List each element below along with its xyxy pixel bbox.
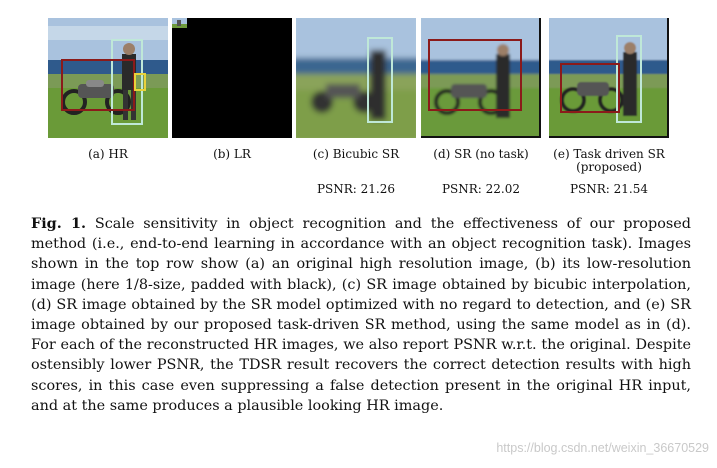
panel-lr-image <box>172 18 292 138</box>
figure-image-row <box>0 18 717 140</box>
panel-bicubic-sr-image <box>296 18 416 138</box>
figure-caption-label: Fig. 1. <box>31 215 87 232</box>
subcaption-task-driven-line1: (e) Task driven SR <box>553 147 665 161</box>
subcaption-row <box>0 148 717 184</box>
panel-hr-image <box>48 18 168 138</box>
panel-task-driven-sr-image <box>549 18 669 138</box>
subcaption-task-driven-line2: (proposed) <box>576 160 642 174</box>
subcaption-lr: (b) LR <box>213 147 251 161</box>
watermark: https://blog.csdn.net/weixin_36670529 <box>496 441 709 455</box>
psnr-sr-no-task: PSNR: 22.02 <box>441 182 521 196</box>
psnr-bicubic: PSNR: 21.26 <box>316 182 396 196</box>
subcaption-task-driven <box>539 148 679 174</box>
figure-caption <box>31 214 691 416</box>
subcaption-hr: (a) HR <box>88 147 128 161</box>
subcaption-sr-no-task: (d) SR (no task) <box>433 147 529 161</box>
figure-caption-body: Scale sensitivity in object recognition and the effectiveness of our proposed method (i.e., end-to-end learning in accordance with an object recognition task). Images shown in the top row show (a) an original high resolution image, (b) its low-resolution image (here 1/8-size, padded with black), (c) SR image obtained by bicubic interpolation, (d) SR image obtained by the SR model optimized with no regard to detection, and (e) SR image obtained by our proposed task-driven SR method, using the same model as in (d). For each of the reconstructed HR images, we also report PSNR w.r.t. the original. Despite ostensibly lower PSNR, the TDSR result recovers the correct detection results with high scores, in this case even suppressing a false detection present in the original HR input, and at the same produces a plausible looking HR image. <box>31 216 691 414</box>
panel-sr-no-task-image <box>421 18 541 138</box>
subcaption-bicubic: (c) Bicubic SR <box>312 147 400 161</box>
psnr-task-driven: PSNR: 21.54 <box>569 182 649 196</box>
